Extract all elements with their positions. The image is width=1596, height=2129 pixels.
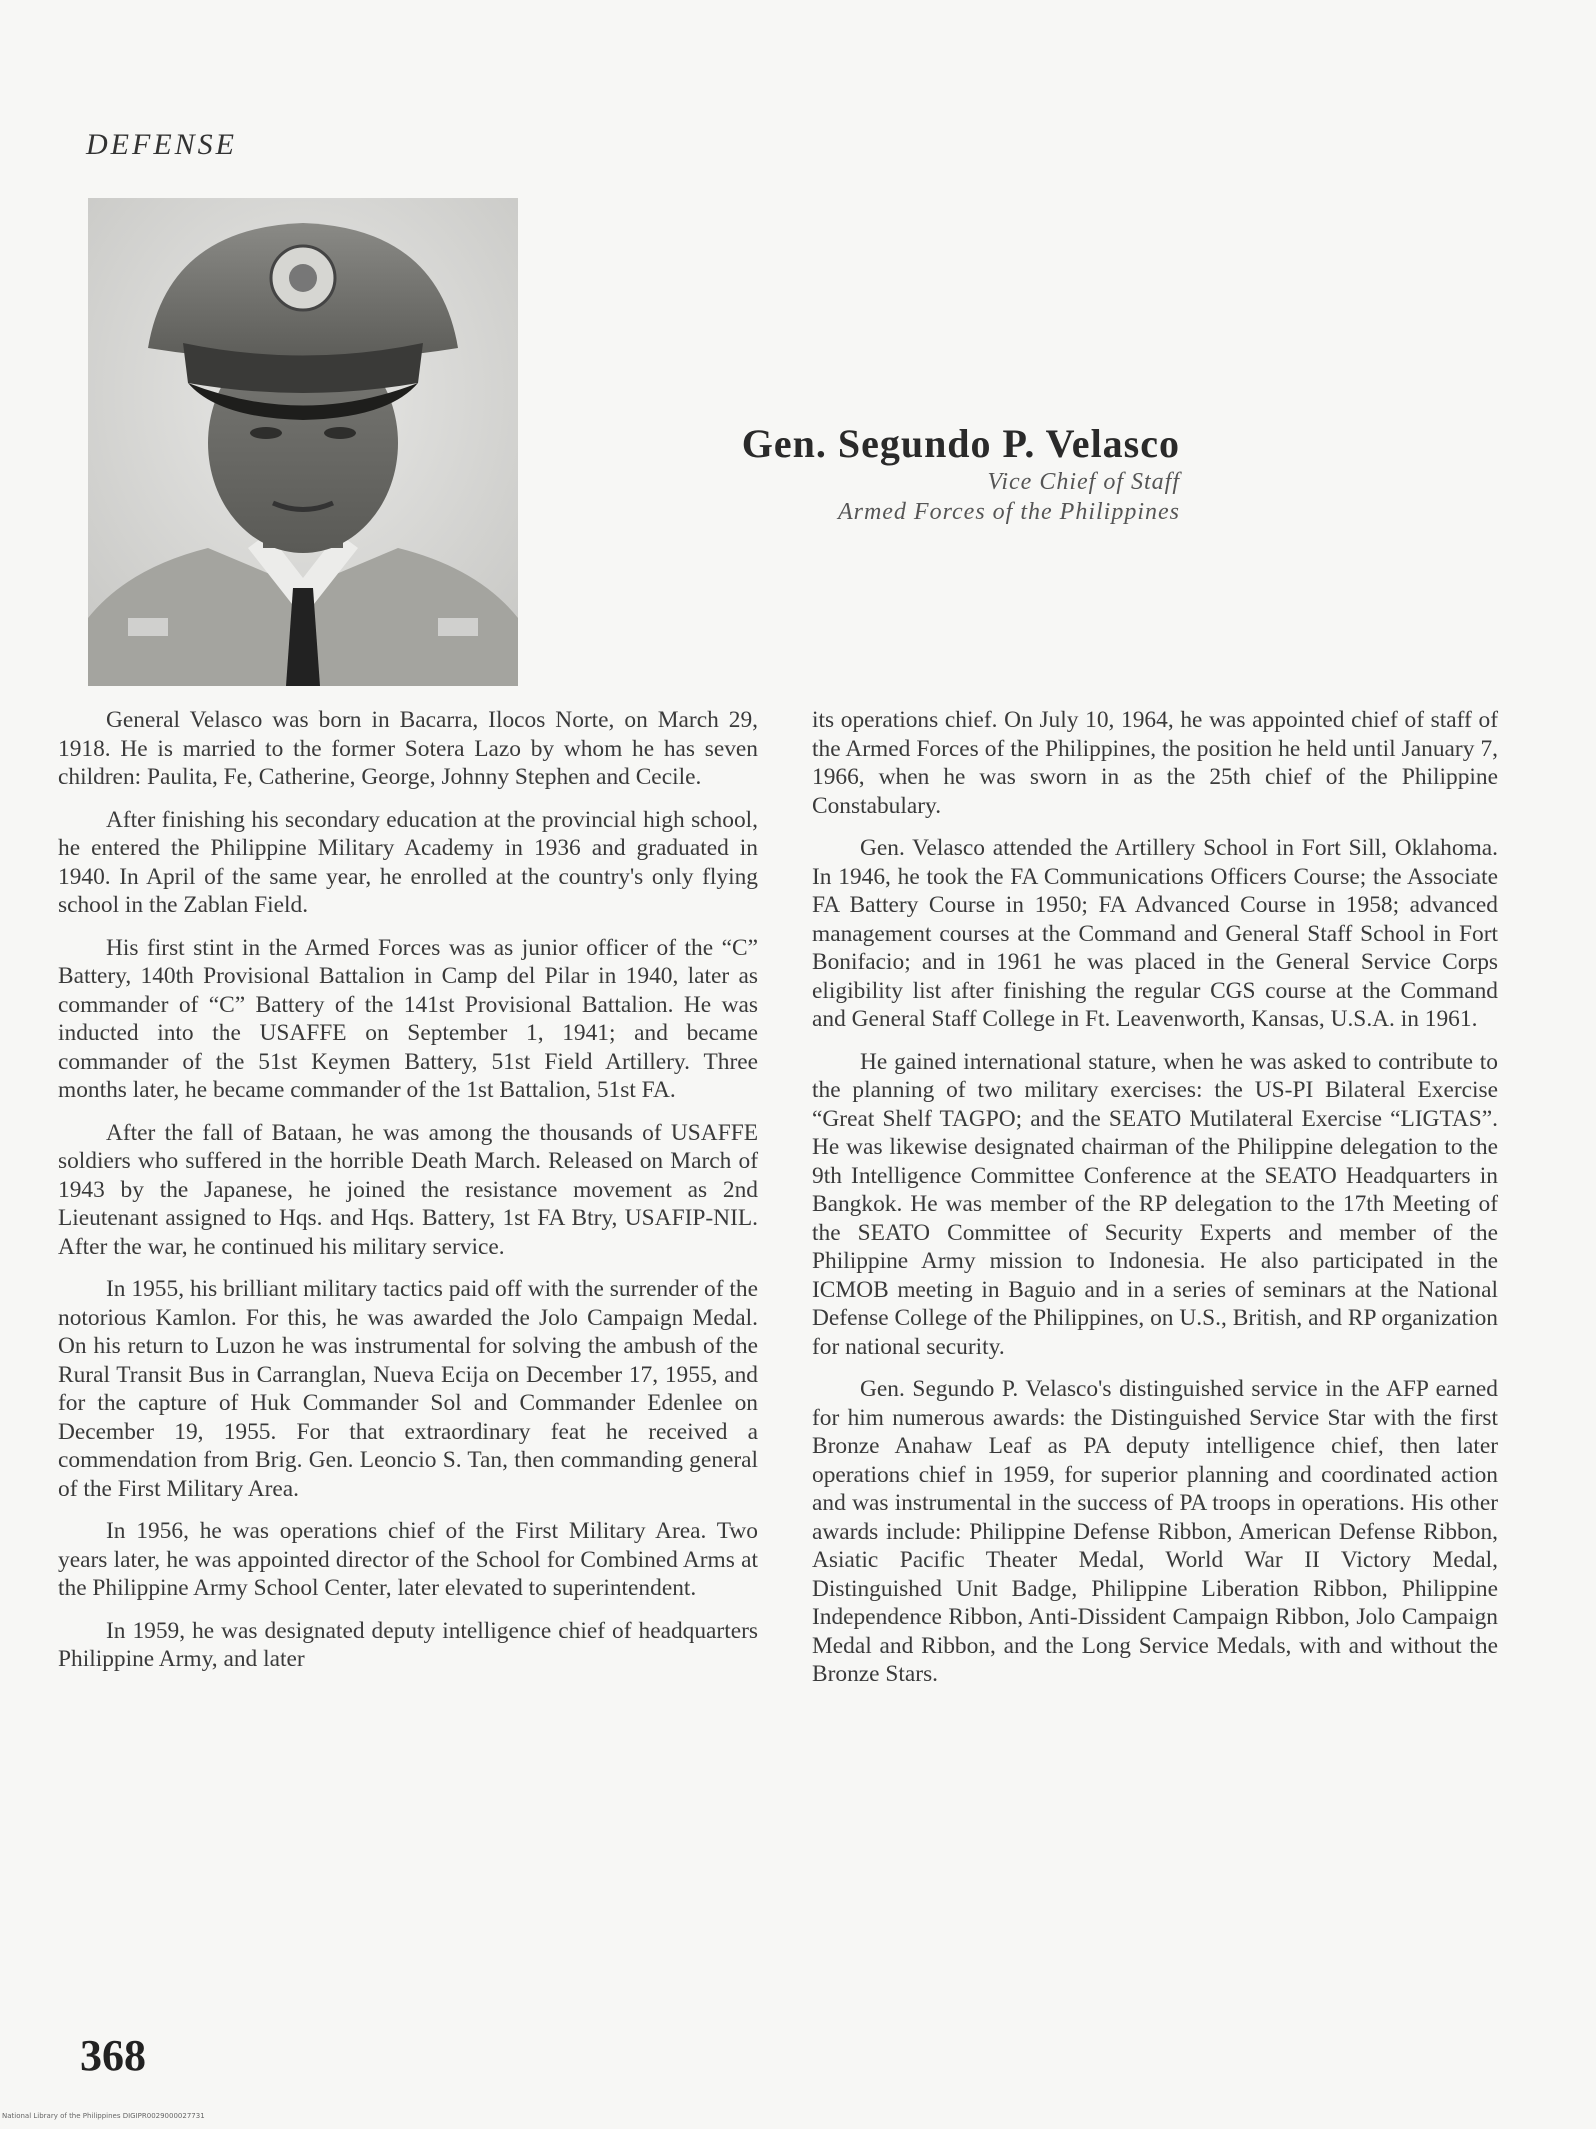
- person-position: Vice Chief of Staff: [987, 469, 1180, 495]
- right-column: [812, 706, 1498, 1703]
- portrait-image: [88, 198, 518, 686]
- title-block: [640, 420, 1180, 527]
- person-name: Gen. Segundo P. Velasco: [741, 421, 1180, 466]
- paragraph: its operations chief. On July 10, 1964, he was appointed chief of staff of the Armed Forces of the Philippines, the position he held until January 7, 1966, when he was sworn in as the 25th chief of the Philippine Constabulary.: [812, 707, 1498, 819]
- section-label: DEFENSE: [86, 128, 237, 161]
- paragraph: General Velasco was born in Bacarra, Ilocos Norte, on March 29, 1918. He is married to the former Sotera Lazo by whom he has seven children: Paulita, Fe, Catherine, George, Johnny Stephen and Cecile.: [58, 707, 758, 790]
- paragraph: Gen. Velasco attended the Artillery School in Fort Sill, Oklahoma. In 1946, he took the FA Communications Officers Course; the Associate FA Battery Course in 1950; FA Advanced Course in 1958; advanced management courses at the Command and General Staff School in Fort Bonifacio; and in 1961 he was placed in the General Service Corps eligibility list after finishing the regular CGS course at the Command and General Staff College in Ft. Leavenworth, Kansas, U.S.A. in 1961.: [812, 835, 1498, 1032]
- paragraph: Gen. Segundo P. Velasco's distinguished service in the AFP earned for him numerous awards: the Distinguished Service Star with the first Bronze Anahaw Leaf as PA deputy intelligence chief, then later operations chief in 1959, for superior planning and coordinated action and was instrumental in the success of PA troops in operations. His other awards include: Philippine Defense Ribbon, American Defense Ribbon, Asiatic Pacific Theater Medal, World War II Victory Medal, Distinguished Unit Badge, Philippine Liberation Ribbon, Philippine Independence Ribbon, Anti-Dissident Campaign Ribbon, Jolo Campaign Medal and Ribbon, and the Long Service Medals, with and without the Bronze Stars.: [812, 1376, 1498, 1687]
- paragraph: In 1959, he was designated deputy intelligence chief of headquarters Philippine Army, and later: [58, 1617, 758, 1672]
- left-column: [58, 706, 758, 1688]
- paragraph: He gained international stature, when he was asked to contribute to the planning of two military exercises: the US-PI Bilateral Exercise “Great Shelf TAGPO; and the SEATO Mutilateral Exercise “LIGTAS”. He was likewise designated chairman of the Philippine delegation to the 9th Intelligence Committee Conference at the SEATO Headquarters in Bangkok. He was member of the RP delegation to the 17th Meeting of the SEATO Committee of Security Experts and member of the Philippine Army mission to Indonesia. He also participated in the ICMOB meeting in Baguio and in a series of seminars at the National Defense College of the Philippines, on U.S., British, and RP organization for national security.: [812, 1048, 1498, 1360]
- paragraph: In 1956, he was operations chief of the First Military Area. Two years later, he was appointed director of the School for Combined Arms at the Philippine Army School Center, later elevated to superintendent.: [58, 1518, 758, 1601]
- paragraph: In 1955, his brilliant military tactics paid off with the surrender of the notorious Kamlon. For this, he was awarded the Jolo Campaign Medal. On his return to Luzon he was instrumental for solving the ambush of the Rural Transit Bus in Carranglan, Nueva Ecija on December 17, 1955, and for the capture of Huk Commander Sol and Commander Edenlee on December 19, 1955. For that extraordinary feat he received a commendation from Brig. Gen. Leoncio S. Tan, then commanding general of the First Military Area.: [58, 1276, 758, 1502]
- footer-note: National Library of the Philippines DIGIPR0029000027731: [2, 2112, 205, 2120]
- paragraph: After the fall of Bataan, he was among the thousands of USAFFE soldiers who suffered in the horrible Death March. Released on March of 1943 by the Japanese, he joined the resistance movement as 2nd Lieutenant assigned to Hqs. and Hqs. Battery, 1st FA Btry, USAFIP-NIL. After the war, he continued his military service.: [58, 1119, 758, 1260]
- paragraph: After finishing his secondary education at the provincial high school, he entered the Philippine Military Academy in 1936 and graduated in 1940. In April of the same year, he enrolled at the country's only flying school in the Zablan Field.: [58, 806, 758, 918]
- paragraph: His first stint in the Armed Forces was as junior officer of the “C” Battery, 140th Provisional Battalion in Camp del Pilar in 1940, later as commander of “C” Battery of the 141st Provisional Battalion. He was inducted into the USAFFE on September 1, 1941; and became commander of the 51st Keymen Battery, 51st Field Artillery. Three months later, he became commander of the 1st Battalion, 51st FA.: [58, 934, 758, 1103]
- person-organization: Armed Forces of the Philippines: [837, 499, 1180, 525]
- page-number: 368: [80, 2031, 146, 2080]
- portrait-photo: [88, 198, 518, 686]
